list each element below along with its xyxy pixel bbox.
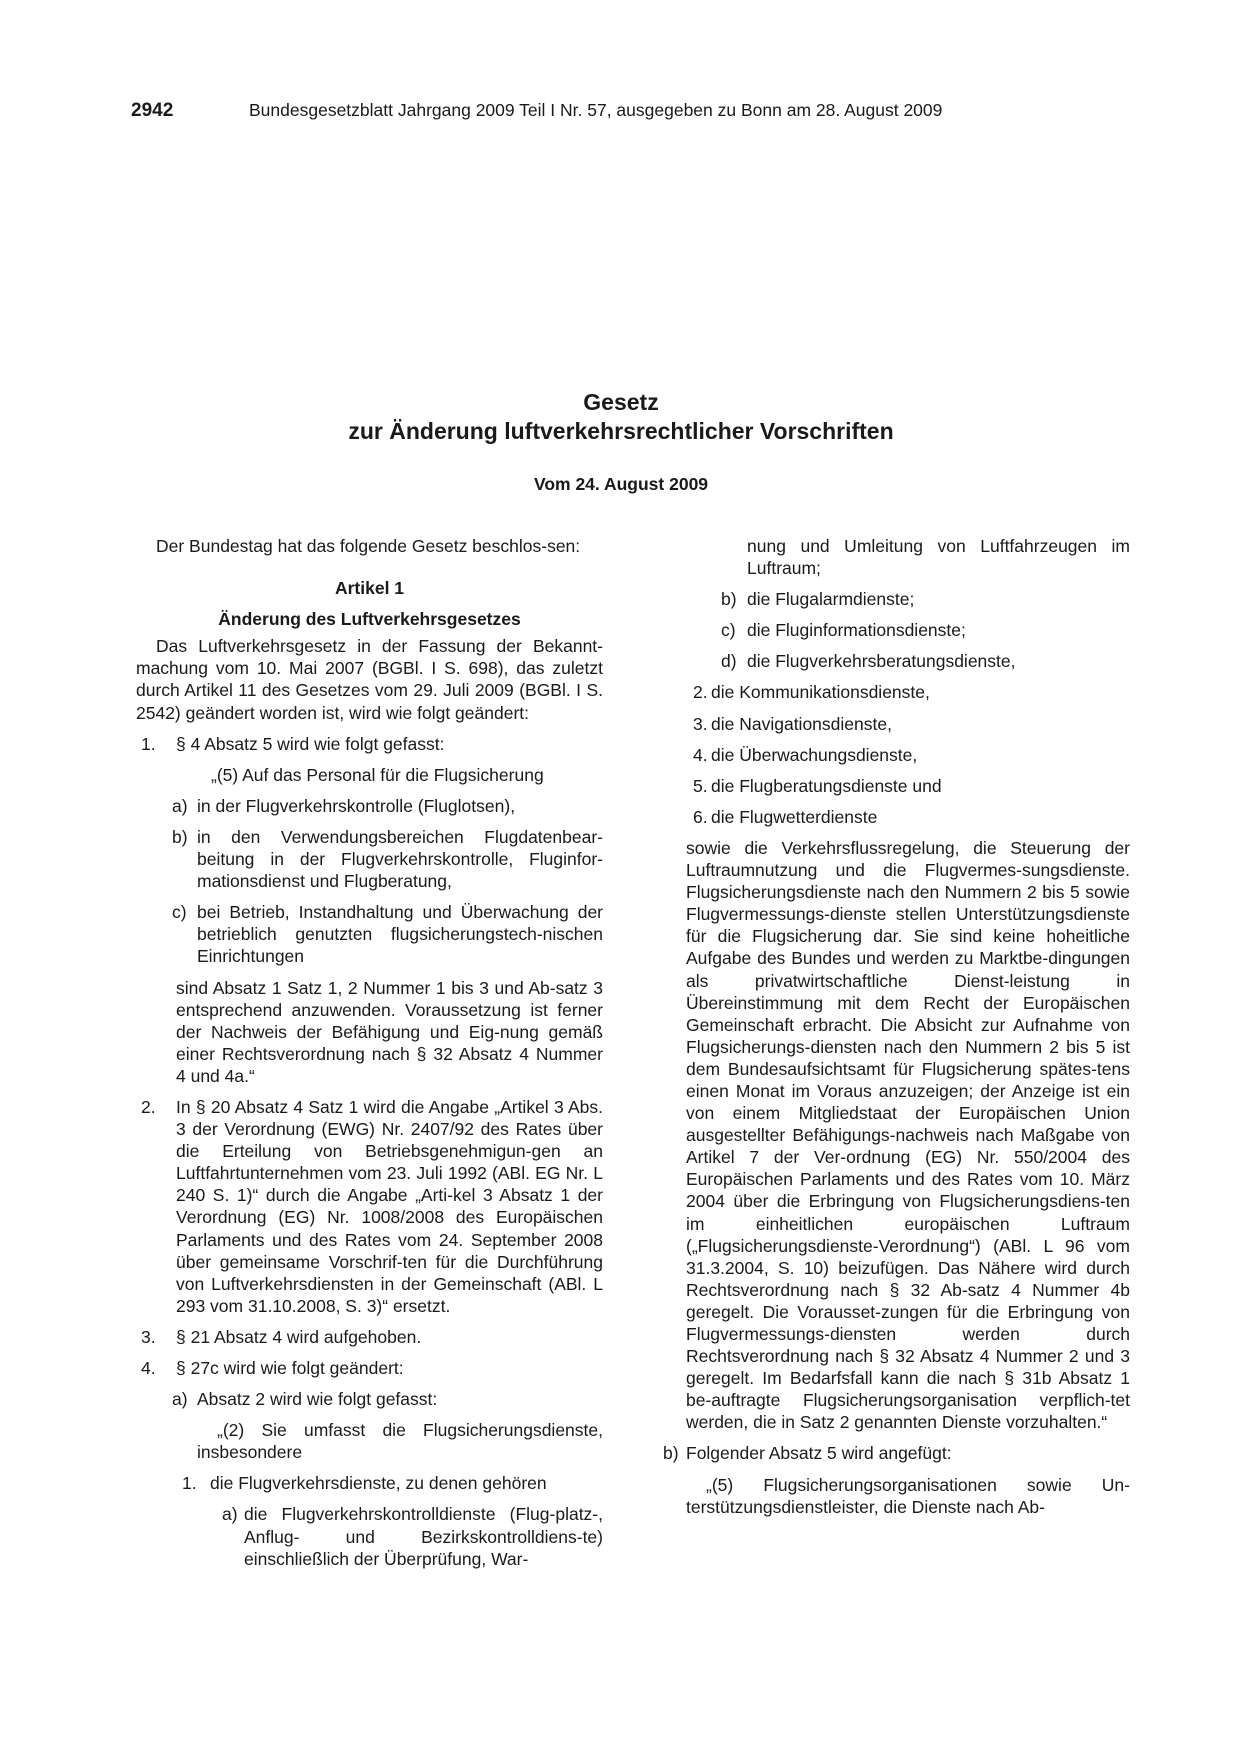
item-text: die Flugverkehrskontrolldienste (Flug-platz-, Anflug- und Bezirkskontrolldiens-te) einschließlich der Überprüfung, War- — [244, 1504, 603, 1569]
item-text: § 27c wird wie folgt geändert: — [176, 1358, 404, 1378]
quote-start: „(5) Flugsicherungsorganisationen sowie Un-terstützungsdienstleister, die Dienste nach Ab- — [686, 1474, 1130, 1517]
continued-text: nung und Umleitung von Luftfahrzeugen im Luftraum; — [747, 536, 1130, 579]
item-text: die Navigationsdienste, — [711, 713, 892, 734]
item-text: Absatz 2 wird wie folgt gefasst: — [197, 1389, 438, 1410]
list-item — [136, 1357, 603, 1379]
page-number: 2942 — [131, 100, 174, 121]
item-letter: b) — [663, 1443, 679, 1464]
list-item — [663, 650, 1130, 672]
list-item — [663, 681, 1130, 703]
item-text: die Fluginformationsdienste; — [747, 620, 966, 641]
item-text: die Flugwetterdienste — [711, 806, 878, 827]
item-text: die Flugverkehrsdienste, zu denen gehören — [210, 1473, 547, 1494]
item-number: 3. — [141, 1326, 156, 1347]
article-intro: Das Luftverkehrsgesetz in der Fassung der Bekannt-machung vom 10. Mai 2007 (BGBl. I S. 698), das zuletzt durch Artikel 11 des Gesetzes vom 29. Juli 2009 (BGBl. I S. 2542) geändert worden ist, wird wie folgt geändert: — [136, 636, 603, 723]
item-text: in den Verwendungsbereichen Flugdatenbear-beitung in der Flugverkehrskontrolle, Fluginfor-mationsdienst und Flugberatung, — [197, 826, 603, 892]
title-block — [131, 388, 1111, 495]
quote-start: „(2) Sie umfasst die Flugsicherungsdienste, insbesondere — [197, 1420, 603, 1463]
item-text: die Flugverkehrsberatungsdienste, — [747, 651, 1016, 672]
item-letter: b) — [172, 826, 188, 847]
item-letter: a) — [172, 795, 188, 816]
item-letter: a) — [222, 1504, 238, 1525]
list-item — [136, 1472, 603, 1494]
item-number: 1. — [182, 1473, 197, 1494]
list-item — [663, 775, 1130, 797]
item-text: die Überwachungsdienste, — [711, 744, 918, 765]
preamble: Der Bundestag hat das folgende Gesetz beschlos-sen: — [156, 536, 581, 556]
list-item — [663, 1442, 1130, 1464]
item-number: 6. — [693, 806, 708, 827]
list-item — [136, 795, 603, 817]
left-column — [136, 535, 603, 1570]
list-item — [663, 806, 1130, 828]
item-text: die Flugalarmdienste; — [747, 589, 915, 610]
item-number: 2. — [141, 1096, 156, 1117]
item-text: bei Betrieb, Instandhaltung und Überwachung der betrieblich genutzten flugsicherungstech-nischen Einrichtungen — [197, 902, 603, 967]
item-number: 4. — [141, 1358, 156, 1378]
list-item — [136, 901, 603, 967]
item-letter: c) — [721, 620, 736, 641]
item-text: § 4 Absatz 5 wird wie folgt gefasst: — [176, 733, 445, 754]
right-column — [663, 535, 1130, 1518]
list-item — [136, 826, 603, 892]
list-item — [663, 744, 1130, 766]
item-tail: sind Absatz 1 Satz 1, 2 Nummer 1 bis 3 und Ab-satz 3 entsprechend anzuwenden. Voraussetzung ist ferner der Nachweis der Befähigung und Eig-nung gemäß einer Rechtsverordnung nach § 32 Absatz 4 Nummer 4 und 4a.“ — [176, 977, 603, 1086]
item-text: in der Flugverkehrskontrolle (Fluglotsen), — [197, 795, 516, 816]
item-number: 1. — [141, 733, 156, 754]
item-text: Folgender Absatz 5 wird angefügt: — [686, 1443, 952, 1464]
quote-start: „(5) Auf das Personal für die Flugsicherung — [211, 764, 544, 785]
item-number: 5. — [693, 775, 708, 796]
law-title-line-1: Gesetz — [583, 389, 659, 415]
item-text: In § 20 Absatz 4 Satz 1 wird die Angabe „Artikel 3 Abs. 3 der Verordnung (EWG) Nr. 2407/92 des Rates über die Erteilung von Betriebsgenehmigun-gen an Luftfahrtunternehmen vom 23. Juli 1992 (ABl. EG Nr. L 240 S. 1)“ durch die Angabe „Arti-kel 3 Absatz 1 der Verordnung (EG) Nr. 1008/2008 des Europäischen Parlaments und des Rates vom 24. September 2008 über gemeinsame Vorschrif-ten für die Durchführung von Luftverkehrsdiensten in der Gemeinschaft (ABl. L 293 vom 31.10.2008, S. 3)“ ersetzt. — [176, 1096, 603, 1316]
item-number: 3. — [693, 713, 708, 734]
law-title-line-2: zur Änderung luftverkehrsrechtlicher Vorschriften — [348, 418, 894, 444]
running-head — [131, 100, 1111, 122]
list-item — [136, 1503, 603, 1569]
item-text: die Flugberatungsdienste und — [711, 775, 942, 796]
item-text: die Kommunikationsdienste, — [711, 682, 930, 703]
law-date: Vom 24. August 2009 — [533, 474, 709, 494]
item-text: § 21 Absatz 4 wird aufgehoben. — [176, 1326, 422, 1347]
item-letter: a) — [172, 1389, 188, 1410]
list-item — [663, 619, 1130, 641]
item-letter: b) — [721, 589, 737, 610]
list-item — [663, 713, 1130, 735]
article-title: Änderung des Luftverkehrsgesetzes — [218, 609, 521, 630]
list-item — [136, 733, 603, 755]
list-item — [136, 1326, 603, 1348]
paragraph-tail: sowie die Verkehrsflussregelung, die Steuerung der Luftraumnutzung und die Flugvermes-sungsdienste. Flugsicherungsdienste nach den Nummern 2 bis 5 sowie Flugvermessungs-dienste stellen Unterstützungsdienste für die Flugsicherung dar. Sie sind keine hoheitliche Aufgabe des Bundes und werden zu Marktbe-dingungen als privatwirtschaftliche Dienst-leistung in Übereinstimmung mit dem Recht der Europäischen Gemeinschaft erbracht. Die Absicht zur Aufnahme von Flugsicherungs-diensten nach den Nummern 2 bis 5 ist dem Bundesaufsichtsamt für Flugsicherung spätes-tens einen Monat im Voraus anzuzeigen; der Anzeige ist ein von einem Mitgliedstaat der Europäischen Union ausgestellter Befähigungs-nachweis nach Maßgabe von Artikel 7 der Ver-ordnung (EG) Nr. 550/2004 des Europäischen Parlaments und des Rates vom 10. März 2004 über die Erbringung von Flugsicherungsdiens-ten im einheitlichen europäischen Luftraum („Flugsicherungsdienste-Verordnung“) (ABl. L 96 vom 31.3.2004, S. 10) beizufügen. Das Nähere wird durch Rechtsverordnung nach § 32 Ab-satz 4 Nummer 4b geregelt. Die Vorausset-zungen für die Erbringung von Flugvermessungs-diensten werden durch Rechtsverordnung nach § 32 Absatz 4 Nummer 2 und 3 geregelt. Im Bedarfsfall kann die nach § 31b Absatz 1 be-auftragte Flugsicherungsorganisation verpflich-tet werden, die in Satz 2 genannten Dienste vorzuhalten.“ — [686, 837, 1130, 1433]
item-number: 4. — [693, 744, 708, 765]
list-item — [136, 1096, 603, 1317]
item-letter: c) — [172, 902, 187, 923]
item-number: 2. — [693, 682, 708, 703]
running-title: Bundesgesetzblatt Jahrgang 2009 Teil I Nr. 57, ausgegeben zu Bonn am 28. August 2009 — [249, 100, 943, 120]
article-heading: Artikel 1 — [334, 578, 405, 599]
item-letter: d) — [721, 651, 737, 672]
list-item — [663, 588, 1130, 610]
list-item — [136, 1388, 603, 1410]
